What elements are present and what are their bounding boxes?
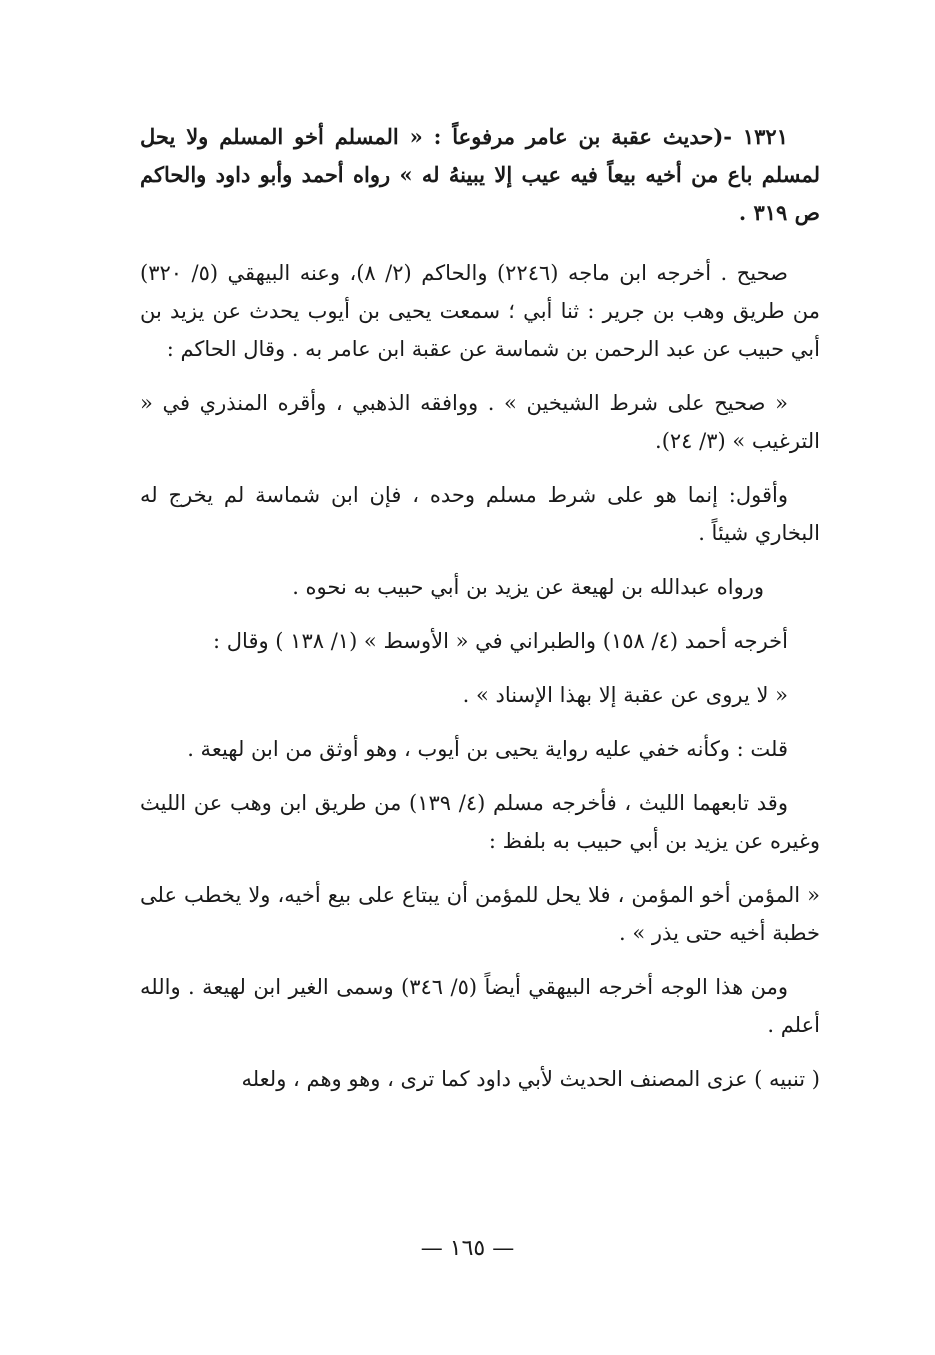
paragraph-tanbih: ( تنبيه ) عزى المصنف الحديث لأبي داود كما ترى ، وهو وهم ، ولعله (241, 1067, 820, 1091)
paragraph-author-comment: وأقول: إنما هو على شرط مسلم وحده ، فإن ابن شماسة لم يخرج له البخاري شيئاً . (140, 483, 820, 545)
paragraph-ibn-lahia: ورواه عبدالله بن لهيعة عن يزيد بن أبي حبيب به نحوه . (292, 575, 764, 599)
page-body (140, 118, 820, 1114)
page-number: — ١٦٥ — (420, 1236, 515, 1261)
paragraph-laith: وقد تابعهما الليث ، فأخرجه مسلم (٤/ ١٣٩) من طريق ابن وهب عن الليث وغيره عن يزيد بن أبي حبيب به بلفظ : (140, 791, 820, 853)
paragraph-qultu: قلت : وكأنه خفي عليه رواية يحيى بن أيوب ، وهو أوثق من ابن لهيعة . (187, 737, 788, 761)
hadith-heading: ١٣٢١ -(حديث عقبة بن عامر مرفوعاً : « المسلم أخو المسلم ولا يحل لمسلم باع من أخيه بيعاً فيه عيب إلا يبينهُ له » رواه أحمد وأبو داود والحاكم ص ٣١٩ . (140, 124, 820, 225)
paragraph-muslim-text: « المؤمن أخو المؤمن ، فلا يحل للمؤمن أن يبتاع على بيع أخيه، ولا يخطب على خطبة أخيه حتى يذر » . (140, 883, 820, 945)
paragraph-ahmad-tabarani: أخرجه أحمد (٤/ ١٥٨) والطبراني في « الأوسط » (١/ ١٣٨ ) وقال : (213, 629, 788, 653)
paragraph-hakim-quote: « صحيح على شرط الشيخين » . ووافقه الذهبي ، وأقره المنذري في « الترغيب » (٣/ ٢٤). (140, 391, 820, 453)
paragraph-takhrij: صحيح . أخرجه ابن ماجه (٢٢٤٦) والحاكم (٢/ ٨)، وعنه البيهقي (٥/ ٣٢٠) من طريق وهب بن جرير : ثنا أبي ؛ سمعت يحيى بن أيوب يحدث عن يزيد بن أبي حبيب عن عبد الرحمن بن شماسة عن عقبة ابن عامر به . وقال الحاكم : (140, 261, 820, 361)
paragraph-bayhaqi: ومن هذا الوجه أخرجه البيهقي أيضاً (٥/ ٣٤٦) وسمى الغير ابن لهيعة . والله أعلم . (140, 975, 820, 1037)
paragraph-tabarani-quote: « لا يروى عن عقبة إلا بهذا الإسناد » . (462, 683, 788, 707)
